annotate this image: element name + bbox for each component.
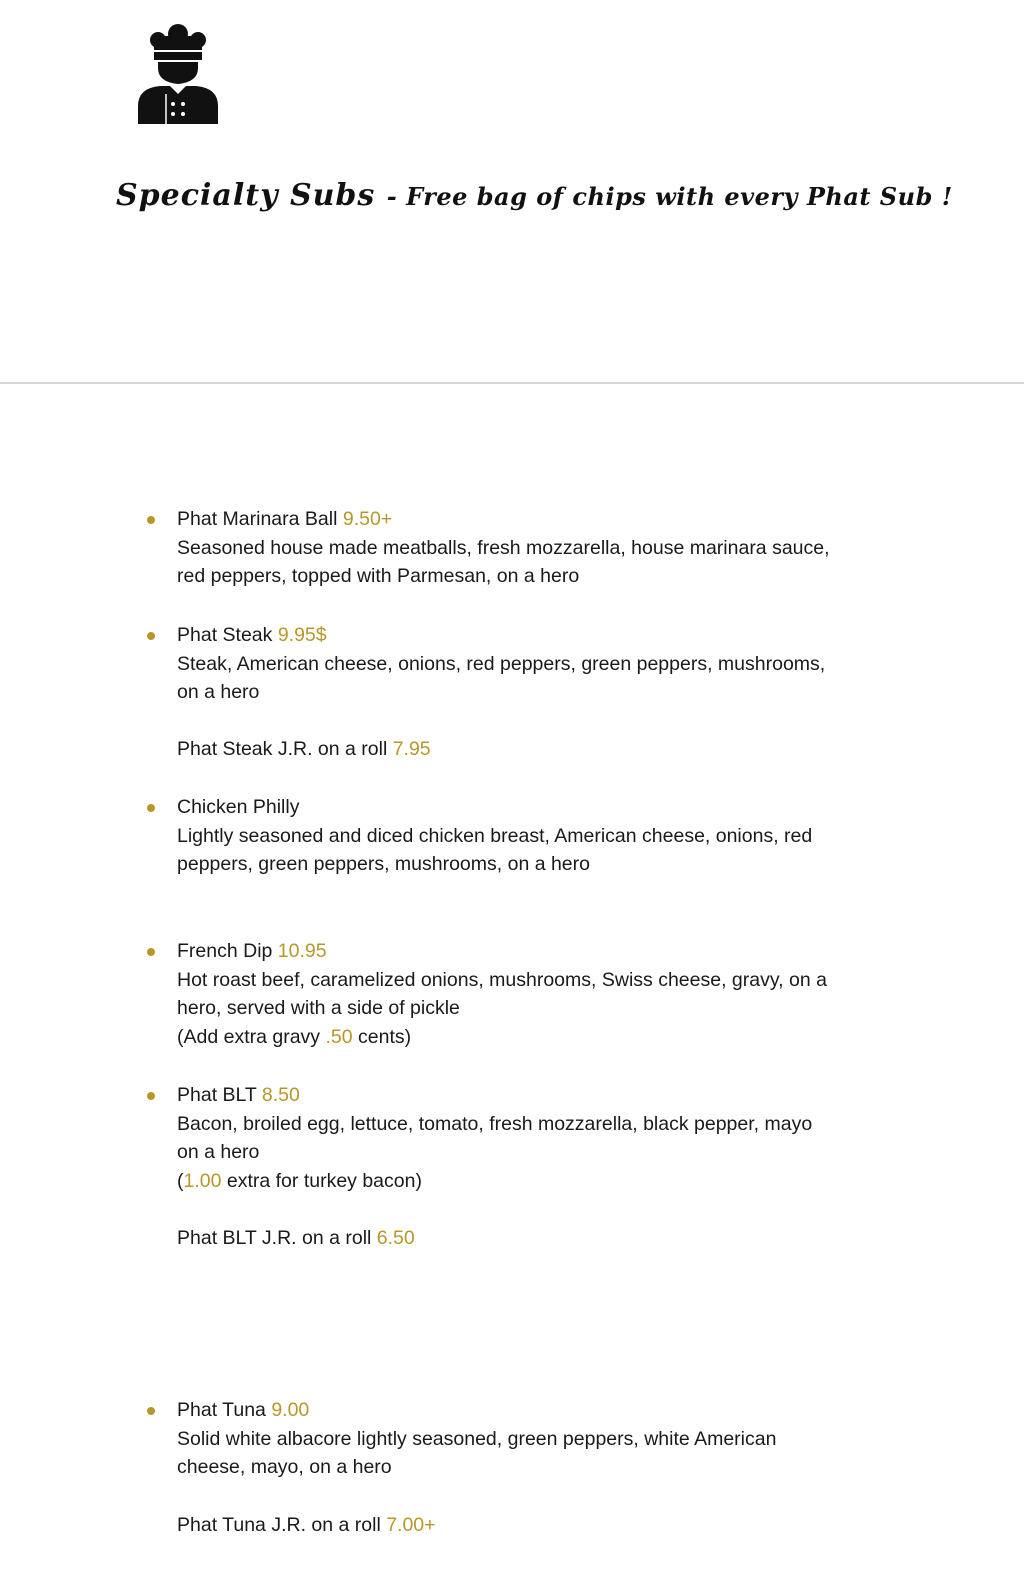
note-text: (	[177, 1169, 184, 1192]
jr-price: 7.00+	[386, 1514, 436, 1536]
chef-icon	[136, 22, 220, 126]
item-price: 9.95$	[277, 624, 327, 646]
item-description: Steak, American cheese, onions, red peppers, green peppers, mushrooms,	[177, 652, 826, 675]
jr-label: Phat Tuna J.R. on a roll	[177, 1514, 381, 1536]
jr-price: 7.95	[392, 738, 431, 760]
item-description: red peppers, topped with Parmesan, on a hero	[177, 565, 580, 587]
bullet-icon	[147, 1092, 155, 1100]
item-name: Phat Tuna	[177, 1399, 266, 1421]
note-text: (Add extra gravy	[177, 1025, 326, 1048]
menu-item	[177, 1396, 897, 1482]
jr-label: Phat BLT J.R. on a roll	[177, 1227, 372, 1249]
item-name: Phat BLT	[177, 1084, 257, 1106]
item-description: Hot roast beef, caramelized onions, mushrooms, Swiss cheese, gravy, on a	[177, 968, 827, 991]
item-description: peppers, green peppers, mushrooms, on a hero	[177, 853, 590, 875]
note-price: 1.00	[183, 1169, 222, 1192]
item-name: French Dip	[177, 940, 273, 962]
item-price: 9.50+	[342, 508, 393, 530]
menu-item	[177, 937, 897, 1051]
title-text: Specialty Subs	[116, 178, 376, 213]
item-description: Bacon, broiled egg, lettuce, tomato, fresh mozzarella, black pepper, mayo	[177, 1112, 813, 1135]
page-title	[116, 178, 976, 213]
bullet-icon	[147, 804, 155, 812]
jr-price: 6.50	[376, 1227, 415, 1249]
menu-item-jr	[177, 735, 897, 764]
bullet-icon	[147, 1407, 155, 1415]
note-text: cents)	[352, 1025, 412, 1048]
menu-item-jr	[177, 1224, 897, 1253]
item-description: Seasoned house made meatballs, fresh mozzarella, house marinara sauce,	[177, 536, 830, 559]
jr-label: Phat Steak J.R. on a roll	[177, 738, 388, 760]
subtitle-text: - Free bag of chips with every Phat Sub !	[386, 182, 953, 211]
item-price: 8.50	[261, 1084, 300, 1106]
menu-item	[177, 793, 897, 879]
note-text: extra for turkey bacon)	[221, 1169, 422, 1192]
item-price: 9.00	[271, 1399, 310, 1421]
item-description: cheese, mayo, on a hero	[177, 1456, 392, 1478]
menu-item	[177, 505, 897, 591]
note-price: .50	[325, 1025, 353, 1048]
item-note	[177, 1023, 897, 1052]
divider	[0, 382, 1024, 384]
item-name: Phat Steak	[177, 624, 273, 646]
item-description: on a hero	[177, 1141, 260, 1163]
item-description: Lightly seasoned and diced chicken breast, American cheese, onions, red	[177, 824, 813, 847]
item-name: Chicken Philly	[177, 796, 300, 818]
menu-item-jr	[177, 1511, 897, 1540]
item-description: Solid white albacore lightly seasoned, green peppers, white American	[177, 1427, 777, 1450]
bullet-icon	[147, 632, 155, 640]
bullet-icon	[147, 948, 155, 956]
menu-item	[177, 621, 897, 707]
item-description: hero, served with a side of pickle	[177, 997, 460, 1019]
item-note	[177, 1167, 897, 1196]
bullet-icon	[147, 516, 155, 524]
menu-item	[177, 1081, 897, 1195]
item-price: 10.95	[277, 940, 327, 962]
item-description: on a hero	[177, 681, 260, 703]
item-name: Phat Marinara Ball	[177, 508, 338, 530]
